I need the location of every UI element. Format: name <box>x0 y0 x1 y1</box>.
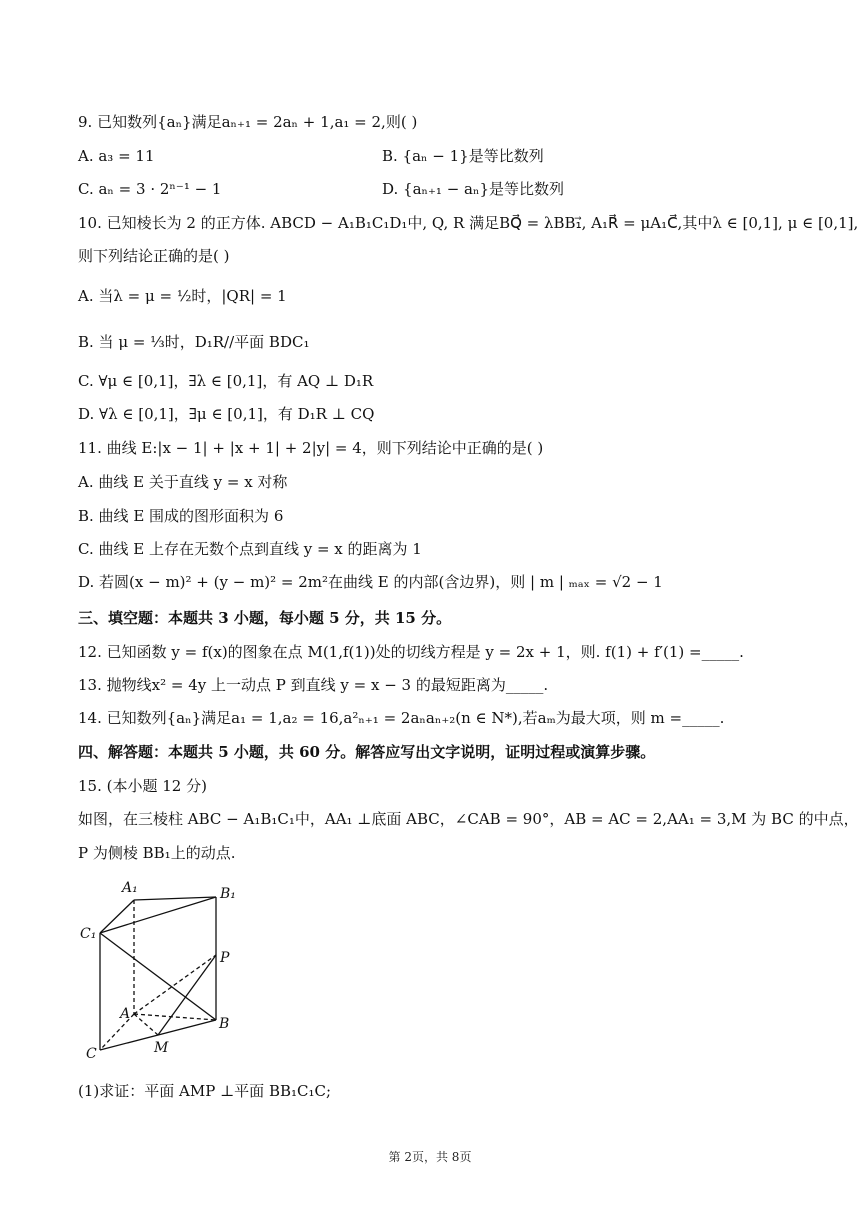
q9-option-c: C. aₙ = 3 · 2ⁿ⁻¹ − 1 <box>78 180 222 198</box>
label-b1: B₁ <box>220 886 236 902</box>
q11-option-b: B. 曲线 E 围成的图形面积为 6 <box>78 507 284 525</box>
label-a: A <box>120 1006 131 1022</box>
label-p: P <box>220 950 230 966</box>
label-m: M <box>154 1040 169 1056</box>
q10-stem-cont: 则下列结论正确的是( ) <box>78 247 230 265</box>
page-footer: 第 2页，共 8页 <box>388 1150 472 1164</box>
q15-title: 15. (本小题 12 分) <box>78 777 207 795</box>
q15-stem-cont: P 为侧棱 BB₁上的动点. <box>78 844 236 862</box>
label-a1: A₁ <box>122 880 138 896</box>
q11-stem: 11. 曲线 E:|x − 1| + |x + 1| + 2|y| = 4，则下列结论中正确的是( ) <box>78 439 544 457</box>
q9-option-d: D. {aₙ₊₁ − aₙ}是等比数列 <box>382 180 565 198</box>
prism-figure <box>76 876 246 1066</box>
segment-a-m <box>134 1014 158 1035</box>
edge-a1-b1 <box>134 897 216 900</box>
q9-stem: 9. 已知数列{aₙ}满足aₙ₊₁ = 2aₙ + 1,a₁ = 2,则( ) <box>78 113 418 131</box>
segment-m-p <box>158 955 216 1035</box>
section-solve-heading: 四、解答题：本题共 5 小题，共 60 分。解答应写出文字说明，证明过程或演算步骤。 <box>78 743 656 761</box>
q13: 13. 抛物线x² = 4y 上一动点 P 到直线 y = x − 3 的最短距离为_____. <box>78 676 549 694</box>
q15-stem: 如图，在三棱柱 ABC − A₁B₁C₁中，AA₁ ⊥底面 ABC，∠CAB = 90°，AB = AC = 2,AA₁ = 3,M 为 BC 的中点， <box>78 810 859 828</box>
q15-part1: (1)求证：平面 AMP ⊥平面 BB₁C₁C; <box>78 1082 332 1100</box>
q12: 12. 已知函数 y = f(x)的图象在点 M(1,f(1))处的切线方程是 y = 2x + 1，则. f(1) + f′(1) =_____. <box>78 643 744 661</box>
q11-option-a: A. 曲线 E 关于直线 y = x 对称 <box>78 473 288 491</box>
q9-option-b: B. {aₙ − 1}是等比数列 <box>382 147 544 165</box>
edge-c1-b1 <box>100 897 216 933</box>
q10-option-c: C. ∀μ ∈ [0,1]，∃λ ∈ [0,1]，有 AQ ⊥ D₁R <box>78 372 374 390</box>
q14: 14. 已知数列{aₙ}满足a₁ = 1,a₂ = 16,a²ₙ₊₁ = 2aₙaₙ₊₂(n ∈ N*),若aₘ为最大项，则 m =_____. <box>78 709 725 727</box>
segment-a-p <box>134 955 216 1014</box>
q10-stem: 10. 已知棱长为 2 的正方体. ABCD − A₁B₁C₁D₁中, Q, R 满足BQ⃗ = λBB₁⃗, A₁R⃗ = μA₁C⃗,其中λ ∈ [0,1], μ ∈ [0,1], <box>78 214 859 232</box>
edge-a-b-hidden <box>134 1014 216 1020</box>
label-b: B <box>219 1016 230 1032</box>
q11-option-c: C. 曲线 E 上存在无数个点到直线 y = x 的距离为 1 <box>78 540 422 558</box>
q10-option-d: D. ∀λ ∈ [0,1]，∃μ ∈ [0,1]，有 D₁R ⊥ CQ <box>78 405 375 423</box>
q11-option-d: D. 若圆(x − m)² + (y − m)² = 2m²在曲线 E 的内部(含边界)，则 | m | ₘₐₓ = √2 − 1 <box>78 573 663 591</box>
q10-option-b: B. 当 μ = ⅓时，D₁R//平面 BDC₁ <box>78 333 310 351</box>
label-c: C <box>86 1046 97 1062</box>
label-c1: C₁ <box>80 926 97 942</box>
segment-c1-b <box>100 933 216 1020</box>
q9-option-a: A. a₃ = 11 <box>78 147 155 165</box>
q10-option-a: A. 当λ = μ = ½时，|QR| = 1 <box>78 287 287 305</box>
section-fill-in-heading: 三、填空题：本题共 3 小题，每小题 5 分，共 15 分。 <box>78 609 452 627</box>
